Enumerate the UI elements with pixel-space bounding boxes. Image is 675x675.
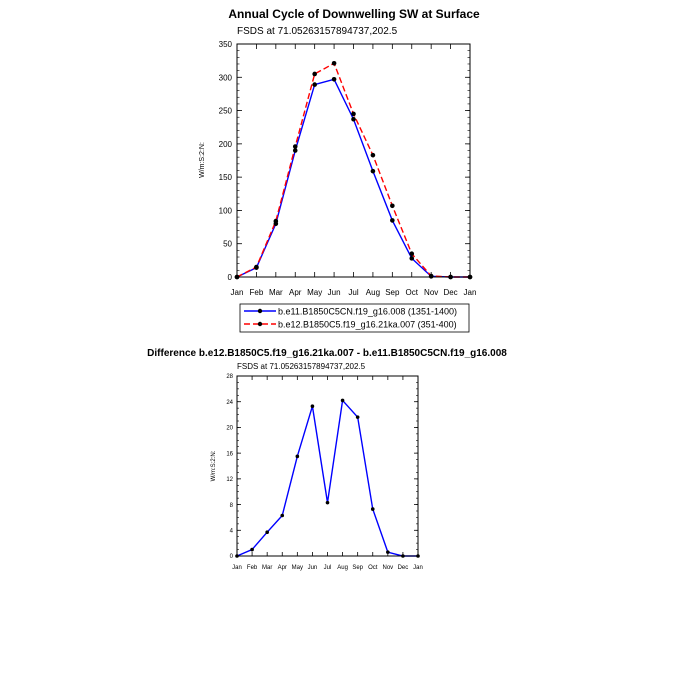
- y-tick-label: 4: [229, 528, 233, 535]
- series-1-point: [409, 256, 414, 261]
- y-tick-label: 100: [218, 206, 232, 216]
- y-tick-label: 12: [226, 477, 233, 484]
- series-1-point: [371, 507, 375, 511]
- y-tick-label: 200: [218, 139, 232, 149]
- x-tick-label: Oct: [368, 565, 378, 571]
- chart2-y-axis-label: W/m:S:2:N:: [211, 450, 217, 482]
- legend-label-series-2: b.e12.B1850C5.f19_g16.21ka.007 (351-400): [278, 319, 457, 330]
- series-2-point: [409, 251, 414, 256]
- x-tick-label: Jan: [230, 288, 244, 297]
- legend-label-series-1: b.e11.B1850C5CN.f19_g16.008 (1351-1400): [278, 306, 457, 317]
- y-tick-label: 24: [226, 399, 233, 406]
- series-2-point: [332, 61, 337, 66]
- x-tick-label: Jul: [348, 288, 359, 297]
- series-1-point: [351, 117, 356, 122]
- x-tick-label: Jun: [307, 565, 318, 571]
- legend-marker-series-2: [258, 322, 262, 326]
- series-2-point: [351, 112, 356, 117]
- legend-marker-series-1: [258, 309, 262, 313]
- y-tick-label: 0: [227, 273, 232, 282]
- series-2-point: [371, 153, 376, 158]
- series-1-point: [341, 399, 345, 403]
- x-tick-label: Sep: [385, 288, 400, 297]
- x-tick-label: Apr: [277, 565, 287, 571]
- y-tick-label: 50: [223, 239, 232, 249]
- x-tick-label: Nov: [382, 565, 394, 571]
- series-1-point: [265, 530, 269, 534]
- chart1-title: Annual Cycle of Downwelling SW at Surface: [228, 7, 480, 21]
- series-1-point: [280, 514, 284, 518]
- x-tick-label: Jan: [463, 288, 477, 297]
- y-tick-label: 250: [218, 106, 232, 116]
- y-tick-label: 0: [229, 554, 233, 561]
- x-tick-label: Feb: [249, 288, 264, 297]
- y-tick-label: 300: [218, 73, 232, 83]
- y-tick-label: 8: [229, 502, 233, 509]
- x-tick-label: Aug: [365, 288, 381, 297]
- series-2-point: [254, 265, 259, 270]
- series-1-point: [371, 169, 376, 174]
- x-tick-label: Jul: [323, 565, 332, 571]
- x-tick-label: May: [307, 288, 323, 297]
- chart1-y-axis-label: W/m:S:2:N:: [199, 142, 206, 178]
- series-2-point: [293, 144, 298, 149]
- y-tick-label: 16: [226, 451, 233, 458]
- y-tick-label: 150: [218, 173, 232, 183]
- y-tick-label: 20: [226, 425, 233, 432]
- series-2-point: [429, 274, 434, 279]
- series-2-point: [312, 72, 317, 77]
- x-tick-label: Dec: [397, 565, 409, 571]
- series-1-point: [296, 455, 300, 459]
- series-1-point: [386, 550, 390, 554]
- series-1-point: [293, 148, 298, 153]
- y-tick-label: 350: [218, 40, 232, 49]
- x-tick-label: Aug: [337, 565, 348, 571]
- x-tick-label: Mar: [261, 565, 273, 571]
- x-tick-label: May: [291, 565, 304, 571]
- series-1-point: [390, 218, 395, 223]
- x-tick-label: Oct: [405, 288, 418, 297]
- x-tick-label: Mar: [268, 288, 283, 297]
- chart1-legend: [240, 304, 469, 332]
- series-1-point: [311, 404, 315, 408]
- x-tick-label: Jun: [327, 288, 341, 297]
- chart2-title: Difference b.e12.B1850C5.f19_g16.21ka.007 - b.e11.B1850C5CN.f19_g16.008: [147, 348, 507, 359]
- chart1-subtitle: FSDS at 71.05263157894737,202.5: [237, 26, 398, 37]
- chart2-subtitle: FSDS at 71.05263157894737,202.5: [237, 362, 366, 371]
- x-tick-label: Feb: [246, 565, 258, 571]
- y-tick-label: 28: [226, 374, 233, 381]
- series-1-point: [356, 415, 360, 419]
- x-tick-label: Dec: [443, 288, 458, 297]
- series-2-point: [390, 203, 395, 208]
- x-tick-label: Sep: [352, 565, 364, 571]
- series-1-point: [332, 77, 337, 82]
- series-2-point: [274, 219, 279, 224]
- x-tick-label: Nov: [424, 288, 439, 297]
- x-tick-label: Jan: [413, 565, 423, 571]
- series-1-point: [312, 82, 317, 87]
- x-tick-label: Apr: [289, 288, 302, 297]
- series-1-point: [250, 548, 254, 552]
- series-1-point: [326, 501, 330, 505]
- x-tick-label: Jan: [232, 565, 242, 571]
